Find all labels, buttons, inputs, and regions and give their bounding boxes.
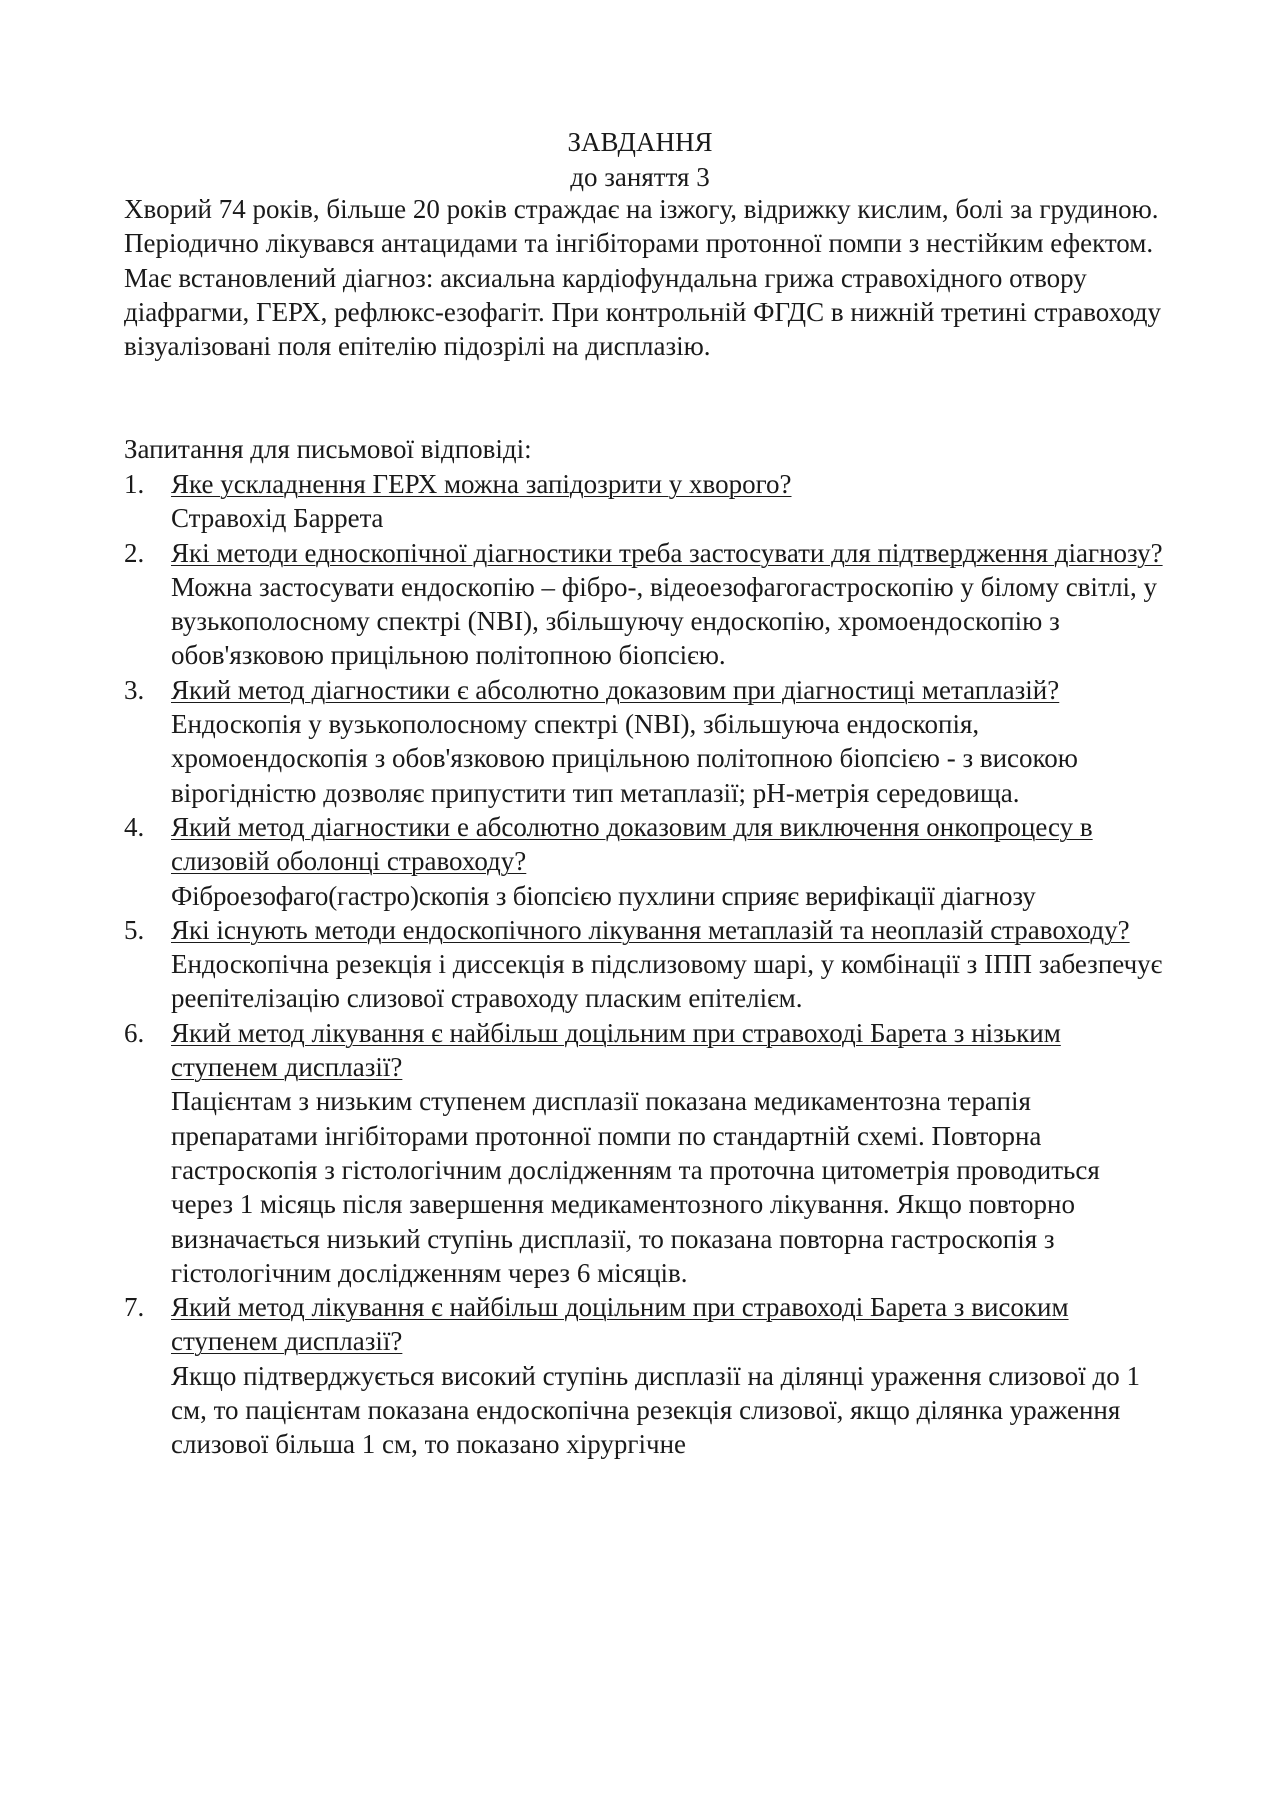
questions-heading: Запитання для письмової відповіді:	[124, 434, 532, 464]
answer-text: Фіброезофаго(гастро)скопія з біопсією пухлини сприяє верифікації діагнозу	[171, 880, 1036, 911]
question-text: Який метод лікування є найбільш доцільним при стравоході Барета з високим ступенем дисплазії?	[171, 1292, 1069, 1357]
question-item-6	[124, 1016, 1164, 1290]
question-item-3	[124, 673, 1164, 810]
answer-text: Пацієнтам з низьким ступенем дисплазії показана медикаментозна терапія препаратами інгібіторами протонної помпи по стандартній схемі. Повторна гастроскопія з гістологічним дослідженням та проточна цитометрія проводиться через 1 місяць після завершення медикаментозного лікування. Якщо повторно визначається низький ступінь дисплазії, то показана повторна гастроскопія з гістологічним дослідженням через 6 місяців.	[171, 1086, 1100, 1288]
question-text: Який метод діагностики е абсолютно доказовим для виключення онкопроцесу в слизовій оболонці стравоходу?	[171, 811, 1093, 877]
question-item-7	[124, 1290, 1164, 1461]
question-text: Які існують методи ендоскопічного лікування метаплазій та неоплазій стравоходу?	[171, 914, 1130, 945]
question-item-5	[124, 913, 1164, 1016]
document-subtitle: до заняття 3	[570, 162, 710, 192]
question-item-2	[124, 536, 1164, 673]
question-text: Який метод лікування є найбільш доцільним при стравоході Барета з нізьким ступенем дисплазії?	[171, 1017, 1061, 1083]
question-text: Які методи едноскопічної діагностики треба застосувати для підтвердження діагнозу?	[171, 537, 1163, 568]
answer-text: Ендоскопічна резекція і диссекція в підслизовому шарі, у комбінації з ІПП забезпечує реепітелізацію слизової стравоходу пласким епітелієм.	[171, 949, 1163, 1014]
questions-list	[124, 467, 1164, 1462]
question-text: Яке ускладнення ГЕРХ можна запідозрити у хворого?	[171, 469, 792, 499]
answer-text: Можна застосувати ендоскопію – фібро-, відеоезофагогастроскопію у білому світлі, у вузькополосному спектрі (NBI), збільшуючу ендоскопію, хромоендоскопію з обов'язковою прицільною політопною біопсією.	[171, 571, 1158, 671]
answer-text: Ендоскопія у вузькополосному спектрі (NBI), збільшуюча ендоскопія, хромоендоскопія з обов'язковою прицільною політопною біопсією - з високою вірогідністю дозволяє припустити тип метаплазії; рН-метрія середовища.	[171, 709, 1078, 808]
question-number: 7.	[124, 1292, 145, 1323]
question-number: 5.	[124, 914, 145, 945]
question-number: 1.	[124, 469, 145, 499]
question-number: 4.	[124, 811, 145, 842]
answer-text: Стравохід Барретa	[171, 503, 384, 534]
question-item-1	[124, 467, 1164, 536]
question-text: Який метод діагностики є абсолютно доказовим при діагностиці метаплазій?	[171, 674, 1060, 705]
answer-text: Якщо підтверджується високий ступінь дисплазії на ділянці ураження слизової до 1 см, то пацієнтам показана ендоскопічна резекція слизової, якщо ділянка ураження слизової більша 1 см, то показано хірургічне	[171, 1360, 1140, 1460]
question-number: 2.	[124, 537, 145, 568]
case-description: Хворий 74 років, більше 20 років страждає на ізжогу, відрижку кислим, болі за грудиною. Періодично лікувався антацидами та інгібіторами протонної помпи з нестійким ефектом. Має встановлений діагноз: аксиальна кардіофундальна грижа стравохідного отвору діафрагми, ГЕРХ, рефлюкс-езофагіт. При контрольній ФГДС в нижній третині стравоходу візуалізовані поля епітелію підозрілі на дисплазію.	[124, 194, 1162, 362]
question-item-4	[124, 810, 1164, 913]
question-number: 6.	[124, 1017, 145, 1048]
document-title: ЗАВДАННЯ	[567, 127, 713, 157]
question-number: 3.	[124, 674, 145, 705]
